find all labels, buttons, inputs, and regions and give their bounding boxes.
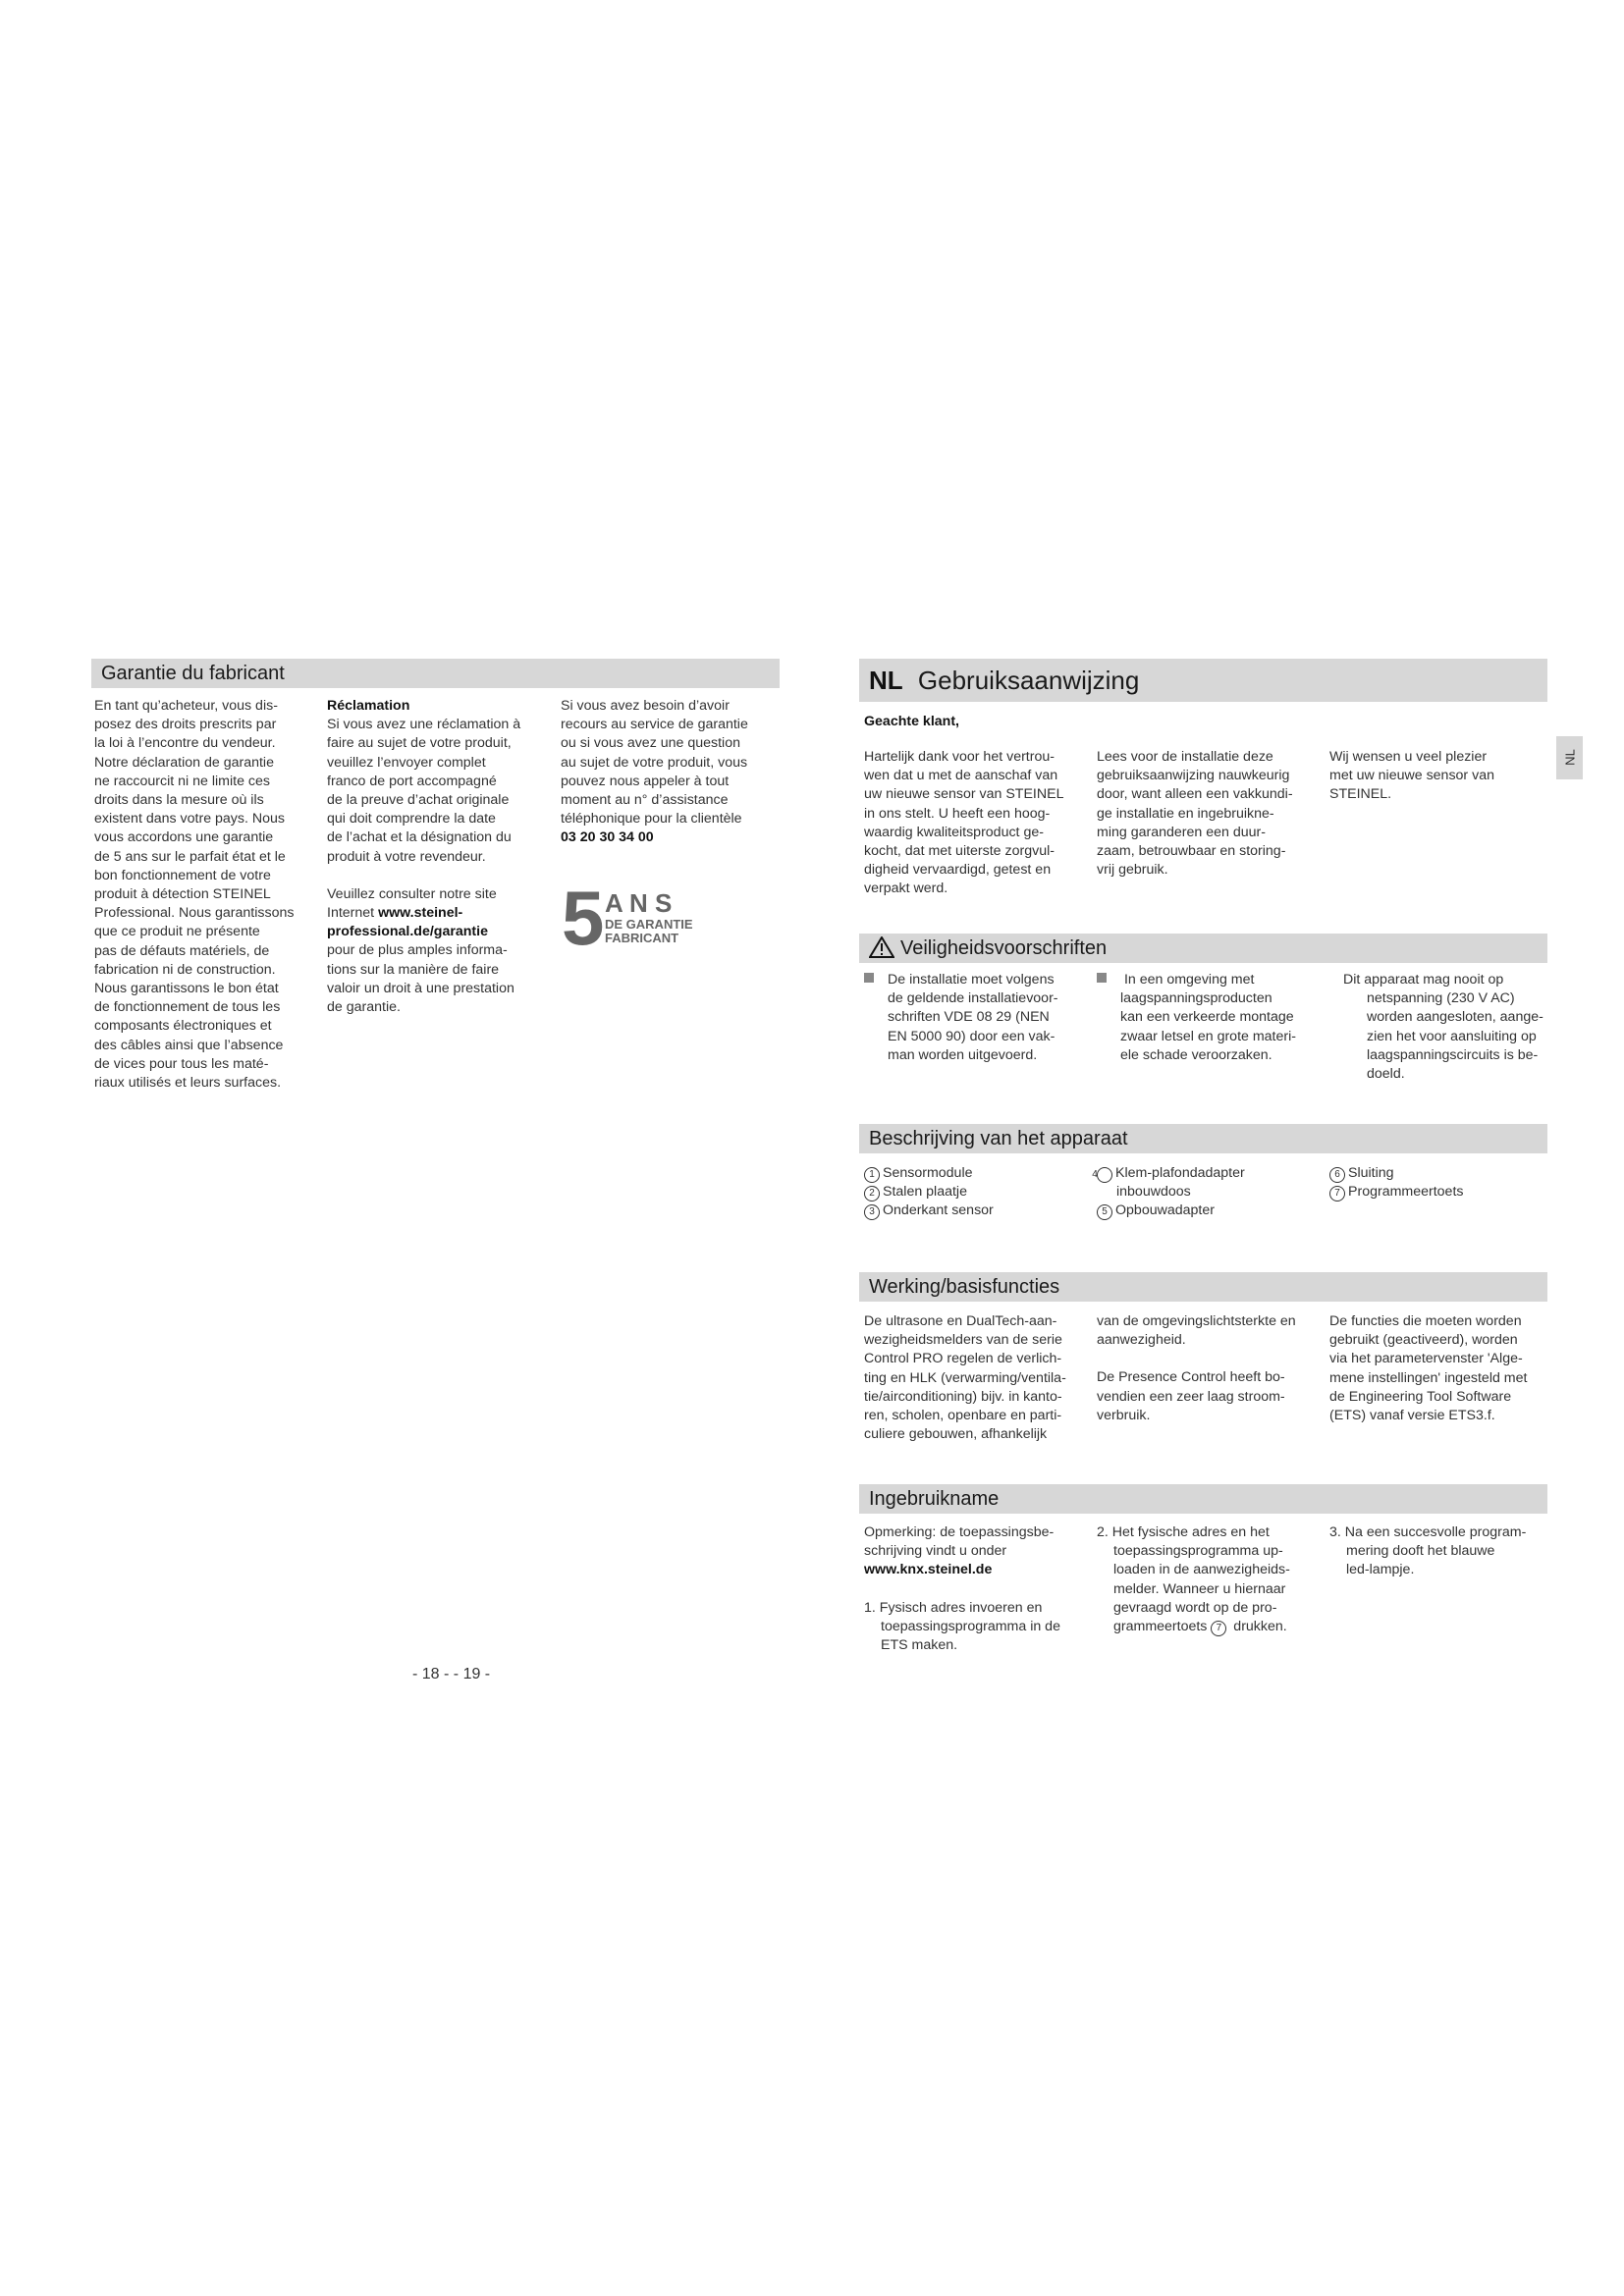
function-header xyxy=(859,1272,1547,1302)
commissioning-header xyxy=(859,1484,1547,1514)
manual-title: Gebruiksaanwijzing xyxy=(917,666,1140,695)
warranty-header-text: Garantie du fabricant xyxy=(101,663,285,684)
part-item xyxy=(1092,1164,1318,1201)
step-1: 1. Fysisch adres invoeren en toepassingsprogramma in de ETS maken. xyxy=(864,1599,1060,1654)
greeting-text: Geachte klant, xyxy=(864,714,959,729)
safety-header xyxy=(859,934,1547,963)
intro-col-1 xyxy=(864,748,1085,899)
hotline-phone: 03 20 30 34 00 xyxy=(561,829,654,846)
commissioning-header-text: Ingebruikname xyxy=(869,1488,1000,1510)
commissioning-col-1 xyxy=(864,1523,1085,1655)
step-2-text: 2. Het fysische adres en het toepassingsprogramma up- loaden in de aanwezigheids- melder. Wanneer u hiernaar gevraagd wordt op de pro- grammeertoets xyxy=(1097,1524,1290,1635)
part-item xyxy=(864,1183,1085,1201)
function-col-2 xyxy=(1097,1312,1318,1425)
number-circle: 3 xyxy=(864,1204,880,1220)
logo-line-1: DE GARANTIE xyxy=(605,917,693,932)
manual-title-bar xyxy=(859,659,1547,702)
step-3: 3. Na een succesvolle program- mering dooft het blauwe led-lampje. xyxy=(1329,1524,1527,1578)
part-label: Sluiting xyxy=(1348,1165,1394,1181)
part-item xyxy=(1097,1201,1318,1220)
safety-text-2: In een omgeving met laagspanningsproducten kan een verkeerde montage zwaar letsel en grote materi- ele schade veroorzaken. xyxy=(1120,972,1296,1063)
number-circle: 4 xyxy=(1097,1167,1112,1183)
safety-text-3: Dit apparaat mag nooit op netspanning (230 V AC) worden aangesloten, aange- zien het voor aansluiting op laagspanningscircuits is be- doeld. xyxy=(1343,972,1543,1083)
intro-col-2 xyxy=(1097,748,1318,880)
logo-word: A N S xyxy=(605,888,673,918)
commissioning-col-2 xyxy=(1097,1523,1318,1636)
bullet-icon xyxy=(1097,973,1107,983)
function-text-2b: De Presence Control heeft bo- vendien een zeer laag stroom- verbruik. xyxy=(1097,1369,1285,1423)
safety-col-2 xyxy=(1097,971,1318,1065)
step-2 xyxy=(1097,1523,1318,1636)
step-2-end: drukken. xyxy=(1229,1619,1287,1635)
bullet-icon xyxy=(864,973,874,983)
description-header-text: Beschrijving van het apparaat xyxy=(869,1128,1128,1149)
five-year-warranty-logo xyxy=(562,875,699,961)
number-circle: 7 xyxy=(1211,1621,1226,1636)
number-circle: 5 xyxy=(1097,1204,1112,1220)
logo-line-2: FABRICANT xyxy=(605,931,679,945)
reclamation-title: Réclamation xyxy=(327,698,410,714)
commissioning-col-3 xyxy=(1329,1523,1550,1580)
warranty-header xyxy=(91,659,780,688)
intro-col-3 xyxy=(1329,748,1550,805)
number-circle: 6 xyxy=(1329,1167,1345,1183)
description-header xyxy=(859,1124,1547,1153)
part-item xyxy=(1329,1183,1550,1201)
safety-item-3 xyxy=(1343,971,1559,1084)
language-code: NL xyxy=(869,666,903,695)
number-circle: 7 xyxy=(1329,1186,1345,1201)
safety-item-1 xyxy=(864,971,1085,1065)
part-label: Opbouwadapter xyxy=(1115,1202,1215,1219)
description-col-2 xyxy=(1092,1164,1318,1221)
warning-icon xyxy=(869,936,894,958)
description-col-1 xyxy=(864,1164,1085,1221)
warranty-col-1 xyxy=(94,697,310,1093)
part-label: Klem-plafondadapter inbouwdoos xyxy=(1115,1165,1245,1201)
greeting xyxy=(864,713,959,731)
part-item xyxy=(864,1201,1085,1220)
part-item xyxy=(864,1164,1085,1183)
safety-header-text: Veiligheidsvoorschriften xyxy=(900,937,1108,959)
safety-text-1: De installatie moet volgens de geldende installatievoor- schriften VDE 08 29 (NEN EN 5000 90) door een vak- man worden uitgevoerd. xyxy=(888,972,1058,1063)
part-label: Programmeertoets xyxy=(1348,1184,1464,1201)
intro-text-2: Lees voor de installatie deze gebruiksaanwijzing nauwkeurig door, want alleen een vakkundi- ge installatie en ingebruikne- ming garanderen een duur- zaam, betrouwbaar en storing- vrij gebruik. xyxy=(1097,749,1293,879)
website-paragraph xyxy=(327,885,548,1017)
commissioning-note: Opmerking: de toepassingsbe- schrijving vindt u onder xyxy=(864,1524,1055,1560)
intro-text-3: Wij wensen u veel plezier met uw nieuwe sensor van STEINEL. xyxy=(1329,749,1494,803)
warranty-col-2 xyxy=(327,697,548,1017)
reclamation-text: Si vous avez une réclamation à faire au sujet de votre produit, veuillez l’envoyer complet franco de port accompagné de la preuve d’achat originale qui doit comprendre la date de l’achat et la désignation du produit à votre revendeur. xyxy=(327,717,521,865)
part-label: Stalen plaatje xyxy=(883,1184,967,1201)
part-label: Sensormodule xyxy=(883,1165,973,1181)
number-circle: 1 xyxy=(864,1167,880,1183)
warranty-col-3 xyxy=(561,697,777,848)
safety-col-3 xyxy=(1343,971,1559,1084)
function-header-text: Werking/basisfuncties xyxy=(869,1276,1060,1298)
function-col-1 xyxy=(864,1312,1085,1444)
website-text-before: Veuillez consulter notre site Internet xyxy=(327,885,497,922)
part-item xyxy=(1329,1164,1550,1183)
website-text-after: pour de plus amples informa- tions sur la manière de faire valoir un droit à une prestation de garantie. xyxy=(327,942,514,1016)
number-circle: 2 xyxy=(864,1186,880,1201)
safety-item-2 xyxy=(1097,971,1318,1065)
function-text-2a: van de omgevingslichtsterkte en aanwezigheid. xyxy=(1097,1313,1296,1349)
warranty-text-1: En tant qu’acheteur, vous dis- posez des droits prescrits par la loi à l’encontre du vendeur. Notre déclaration de garantie ne raccourcit ni ne limite ces droits dans la mesure où ils existent dans votre pays. Nous vous accordons une garantie de 5 ans sur le parfait état et le bon fonctionnement de votre produit à détection STEINEL Professional. Nous garantissons que ce produit ne présente pas de défauts matériels, de fabrication ni de construction. Nous garantissons le bon état de fonctionnement de tous les composants électroniques et des câbles ainsi que l’absence de vices pour tous les maté- riaux utilisés et leurs surfaces. xyxy=(94,698,295,1092)
function-text-3: De functies die moeten worden gebruikt (geactiveerd), worden via het parametervenster 'Alge- mene instellingen' ingesteld met de Engineering Tool Software (ETS) vanaf versie ETS3.f. xyxy=(1329,1313,1528,1424)
warranty-link[interactable]: www.steinel- professional.de/garantie xyxy=(327,905,488,940)
part-label: Onderkant sensor xyxy=(883,1202,994,1219)
intro-text-1: Hartelijk dank voor het vertrou- wen dat u met de aanschaf van uw nieuwe sensor van STEINEL in ons stelt. U heeft een hoog- waardig kwaliteitsproduct ge- kocht, dat met uiterste zorgvul- digheid vervaardigd, getest en verpakt werd. xyxy=(864,749,1064,897)
page-number: - 18 - - 19 - xyxy=(412,1666,491,1682)
description-col-3 xyxy=(1329,1164,1550,1201)
language-side-tab xyxy=(1556,736,1583,779)
knx-link[interactable]: www.knx.steinel.de xyxy=(864,1562,993,1578)
safety-col-1 xyxy=(864,971,1085,1065)
hotline-text: Si vous avez besoin d’avoir recours au service de garantie ou si vous avez une question au sujet de votre produit, vous pouvez nous appeler à tout moment au n° d’assistance téléphonique pour la clientèle xyxy=(561,698,748,828)
language-side-tab-text: NL xyxy=(1562,749,1578,766)
function-text-1: De ultrasone en DualTech-aan- wezigheidsmelders van de serie Control PRO regelen de verlich- ting en HLK (verwarming/ventila- tie/airconditioning) bijv. in kanto- ren, scholen, openbare en parti- culiere gebouwen, afhankelijk xyxy=(864,1313,1066,1443)
logo-digit: 5 xyxy=(562,875,603,961)
function-col-3 xyxy=(1329,1312,1550,1425)
